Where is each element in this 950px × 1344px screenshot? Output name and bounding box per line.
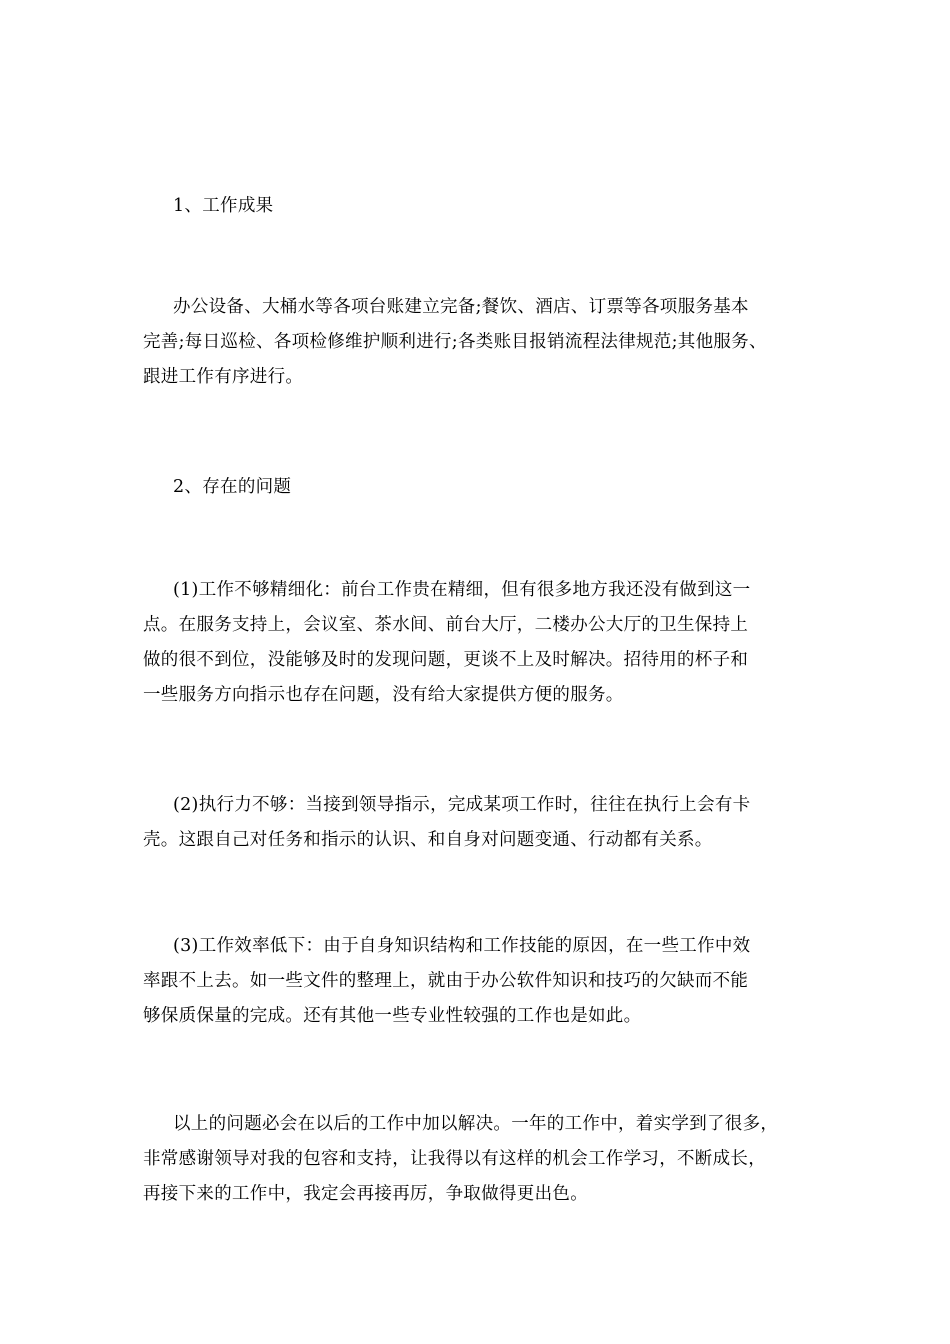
section1-heading: [143, 189, 823, 224]
paragraph-line: 点。在服务支持上，会议室、茶水间、前台大厅，二楼办公大厅的卫生保持上: [143, 615, 749, 635]
paragraph-line: 够保质保量的完成。还有其他一些专业性较强的工作也是如此。: [143, 1006, 642, 1026]
paragraph-line: (1)工作不够精细化：前台工作贵在精细，但有很多地方我还没有做到这一: [173, 580, 751, 600]
heading-text: 1、工作成果: [173, 196, 274, 216]
paragraph-line: 率跟不上去。如一些文件的整理上，就由于办公软件知识和技巧的欠缺而不能: [143, 971, 749, 991]
issue1-paragraph: [143, 573, 823, 713]
paragraph-line: 做的很不到位，没能够及时的发现问题，更谈不上及时解决。招待用的杯子和: [143, 650, 749, 670]
paragraph-line: 完善;每日巡检、各项检修维护顺利进行;各类账目报销流程法律规范;其他服务、: [143, 332, 767, 352]
paragraph-line: (3)工作效率低下：由于自身知识结构和工作技能的原因，在一些工作中效: [173, 936, 751, 956]
paragraph-line: 跟进工作有序进行。: [143, 367, 304, 387]
heading-text: 2、存在的问题: [173, 477, 292, 497]
paragraph-line: 再接下来的工作中，我定会再接再厉，争取做得更出色。: [143, 1184, 588, 1204]
section2-heading: [143, 470, 823, 505]
closing-paragraph: [143, 1107, 823, 1212]
issue2-paragraph: [143, 788, 823, 858]
paragraph-line: 办公设备、大桶水等各项台账建立完备;餐饮、酒店、订票等各项服务基本: [173, 297, 749, 317]
paragraph-line: (2)执行力不够：当接到领导指示，完成某项工作时，往往在执行上会有卡: [173, 795, 751, 815]
section1-paragraph: [143, 290, 823, 395]
paragraph-line: 非常感谢领导对我的包容和支持，让我得以有这样的机会工作学习，不断成长，: [143, 1149, 766, 1169]
issue3-paragraph: [143, 929, 823, 1034]
paragraph-line: 一些服务方向指示也存在问题，没有给大家提供方便的服务。: [143, 685, 624, 705]
paragraph-line: 以上的问题必会在以后的工作中加以解决。一年的工作中，着实学到了很多，: [173, 1114, 779, 1134]
paragraph-line: 壳。这跟自己对任务和指示的认识、和自身对问题变通、行动都有关系。: [143, 830, 713, 850]
